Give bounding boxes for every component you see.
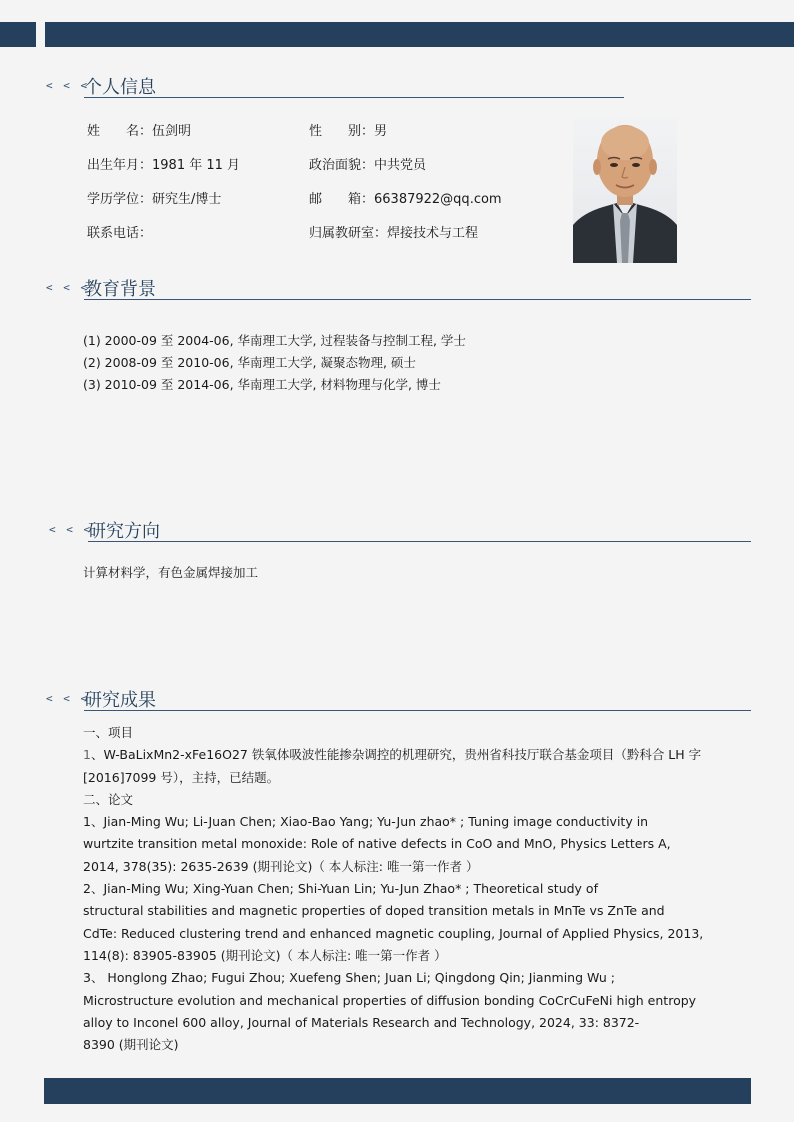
section-title: 研究成果 <box>84 690 156 711</box>
chevron-arrows-icon: < < < <box>46 79 90 92</box>
profile-photo <box>573 117 677 263</box>
list-item: (2) 2008-09 至 2010-06, 华南理工大学, 凝聚态物理, 硕士 <box>83 355 416 370</box>
gender-field <box>309 120 387 139</box>
field-label: 性 别： <box>309 124 375 139</box>
field-label: 联系电话： <box>87 226 153 241</box>
paper-item: 2、Jian-Ming Wu; Xing-Yuan Chen; Shi-Yuan Lin; Yu-Jun Zhao* ; Theoretical study of <box>83 881 598 897</box>
paper-item-cont: structural stabilities and magnetic properties of doped transition metals in MnTe vs ZnTe and <box>83 903 665 919</box>
section-divider <box>88 541 751 542</box>
field-value: 焊接技术与工程 <box>387 226 479 241</box>
office-field <box>309 222 478 241</box>
list-item: (3) 2010-09 至 2014-06, 华南理工大学, 材料物理与化学, 博士 <box>83 377 441 392</box>
project-item-cont: [2016]7099 号），主持，已结题。 <box>83 769 280 785</box>
field-label: 出生年月： <box>87 158 153 173</box>
paper-item-cont: alloy to Inconel 600 alloy, Journal of Materials Research and Technology, 2024, 33: 8372- <box>83 1014 640 1030</box>
section-divider <box>84 97 624 98</box>
project-text: 、W-BaLixMn2-xFe16O27 铁氧体吸波性能掺杂调控的机理研究，贵州省科技厅联合基金项目（黔科合 LH 字 <box>90 747 702 763</box>
footer-bar <box>44 1078 751 1104</box>
field-value: 研究生/博士 <box>152 192 222 207</box>
field-label: 学历学位： <box>87 192 153 207</box>
field-value: 男 <box>374 124 388 139</box>
education-list <box>83 330 466 396</box>
degree-field <box>87 188 221 207</box>
paper-item-cont: Microstructure evolution and mechanical properties of diffusion bonding CoCrCuFeNi high entropy <box>83 992 697 1008</box>
field-value: 1981 年 11 月 <box>152 158 241 173</box>
field-label: 政治面貌： <box>309 158 375 173</box>
research-results-list <box>83 722 751 1056</box>
field-label: 姓 名： <box>87 124 153 139</box>
politics-field <box>309 154 426 173</box>
section-education <box>46 281 751 309</box>
section-personal-info <box>46 79 626 107</box>
phone-field <box>87 222 152 241</box>
field-label: 邮 箱： <box>309 192 375 207</box>
list-item: (1) 2000-09 至 2004-06, 华南理工大学, 过程装备与控制工程, 学士 <box>83 333 466 348</box>
field-value: 66387922@qq.com <box>374 192 502 207</box>
paper-item-cont: 8390 (期刊论文) <box>83 1037 179 1053</box>
paper-item: 3、 Honglong Zhao; Fugui Zhou; Xuefeng Shen; Juan Li; Qingdong Qin; Jianming Wu ; <box>83 970 616 986</box>
projects-heading: 一、项目 <box>83 725 134 740</box>
section-research-direction <box>49 523 751 551</box>
header-bar <box>45 22 794 47</box>
section-title: 个人信息 <box>84 77 156 98</box>
paper-item-cont: 114(8): 83905-83905 (期刊论文)（ 本人标注: 唯一第一作者 ） <box>83 947 447 963</box>
field-label: 归属教研室： <box>309 226 388 241</box>
chevron-arrows-icon: < < < <box>49 523 93 536</box>
research-direction-text: 计算材料学，有色金属焊接加工 <box>83 565 259 580</box>
section-divider <box>84 710 751 711</box>
field-value: 中共党员 <box>374 158 427 173</box>
section-title: 研究方向 <box>88 521 160 542</box>
chevron-arrows-icon: < < < <box>46 281 90 294</box>
paper-item-cont: CdTe: Reduced clustering trend and enhanced magnetic coupling, Journal of Applied Physics, 2013, <box>83 925 704 941</box>
field-value: 伍剑明 <box>152 124 192 139</box>
papers-heading: 二、论文 <box>83 791 134 807</box>
portrait-icon <box>573 117 677 263</box>
email-field <box>309 188 502 207</box>
section-title: 教育背景 <box>84 279 156 300</box>
project-item <box>83 744 751 766</box>
name-field <box>87 120 191 139</box>
paper-item-cont: 2014, 378(35): 2635-2639 (期刊论文)（ 本人标注: 唯一第一作者 ） <box>83 858 479 874</box>
chevron-arrows-icon: < < < <box>46 692 90 705</box>
paper-item: 1、Jian-Ming Wu; Li-Juan Chen; Xiao-Bao Yang; Yu-Jun zhao* ; Tuning image conductivity in <box>83 814 649 830</box>
item-index: 1 <box>83 747 91 763</box>
header-accent-block <box>0 22 36 47</box>
birth-field <box>87 154 240 173</box>
section-divider <box>84 299 751 300</box>
section-research-results <box>46 692 751 720</box>
paper-item-cont: wurtzite transition metal monoxide: Role of native defects in CoO and MnO, Physics Letters A, <box>83 836 671 852</box>
